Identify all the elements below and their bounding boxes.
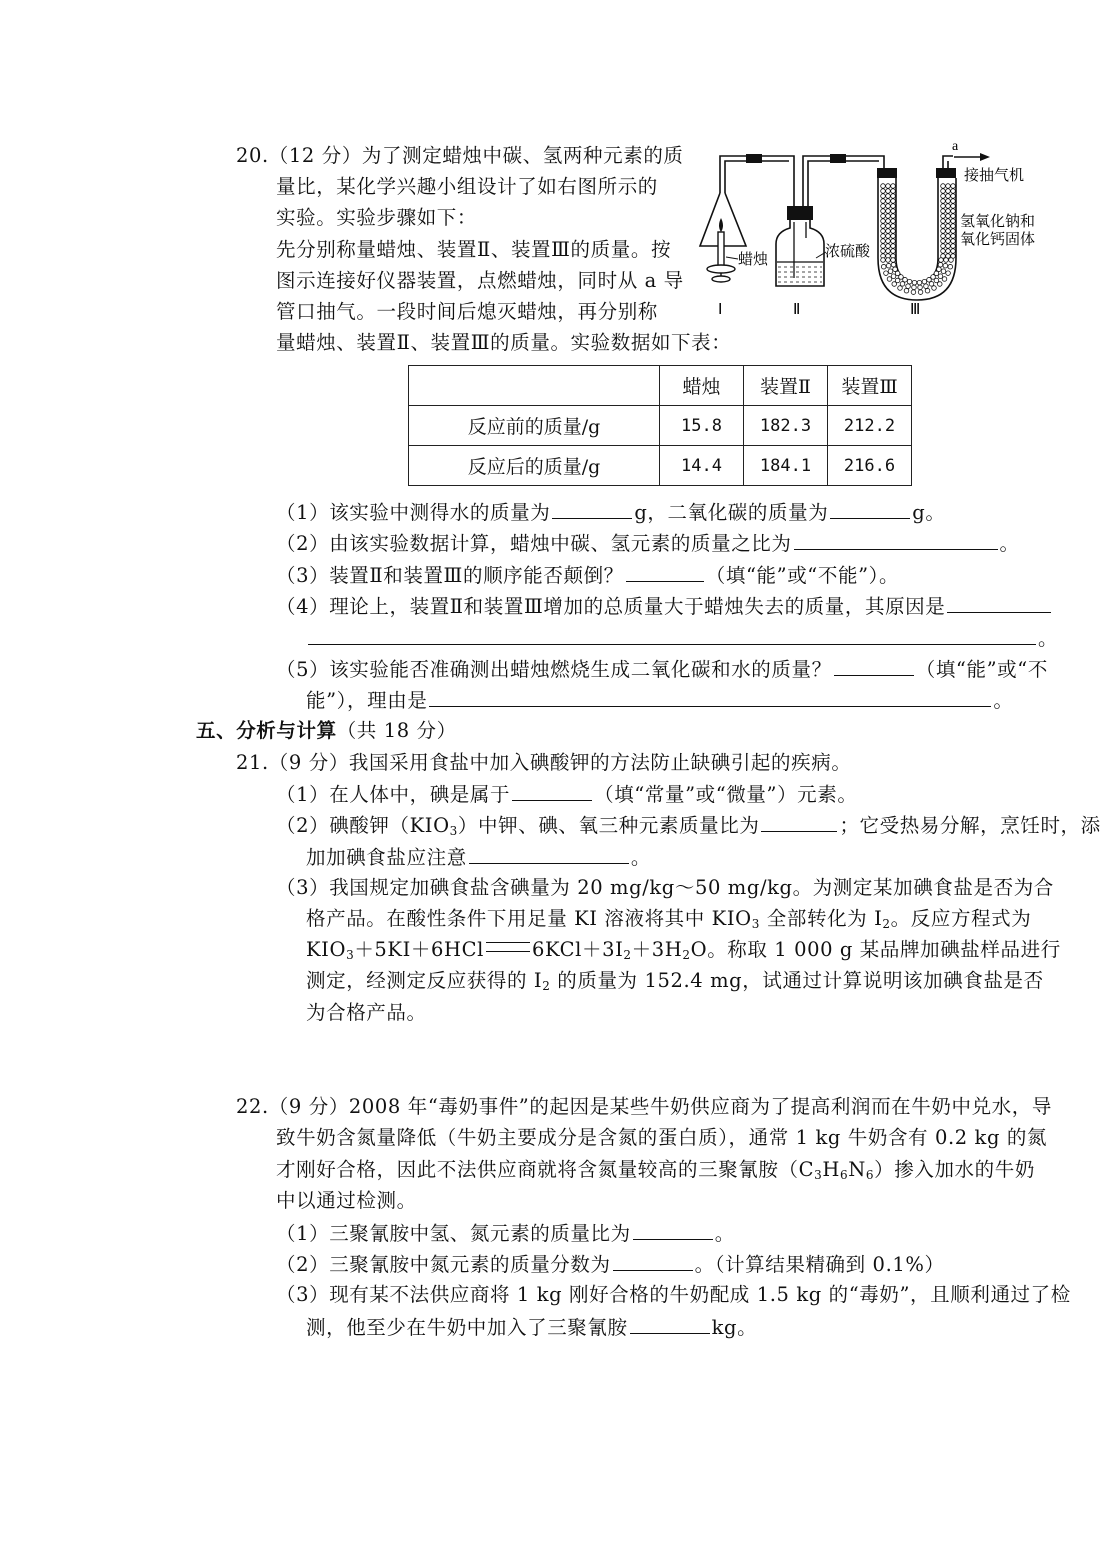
- subscript: 2: [542, 979, 551, 993]
- q20-part-3-text: （3）装置Ⅱ和装置Ⅲ的顺序能否颠倒？: [276, 564, 624, 587]
- q21-part-3-line-3: [306, 936, 1061, 964]
- q21-part-3-text: 的质量为 152.4 mg，试通过计算说明该加碘食盐是否: [550, 969, 1044, 992]
- label-apparatus-3: Ⅲ: [910, 302, 921, 318]
- q20-part-4-line-2: [306, 624, 1058, 653]
- subscript: 3: [449, 824, 458, 838]
- table-cell: 216.6: [828, 446, 912, 486]
- q21-part-3-text: 格产品。在酸性条件下用足量 KI 溶液将其中 KIO: [306, 907, 752, 930]
- answer-blank[interactable]: [613, 1250, 693, 1271]
- table-cell: 反应前的质量/g: [409, 406, 660, 446]
- q20-part-4-text: （4）理论上，装置Ⅱ和装置Ⅲ增加的总质量大于蜡烛失去的质量，其原因是: [276, 595, 946, 618]
- q21-part-2-text-b: ）中钾、碘、氧三种元素质量比为: [457, 814, 760, 837]
- q20-part-4: [276, 592, 1053, 621]
- q20-part-5-text-b: （填“能”或“不: [915, 658, 1048, 681]
- q20-line-3: 实验。实验步骤如下：: [276, 206, 478, 229]
- q22-part-3-line-2: [306, 1313, 757, 1342]
- q22-text: ）掺入加水的牛奶: [874, 1158, 1035, 1181]
- answer-blank[interactable]: [429, 686, 991, 707]
- answer-blank[interactable]: [512, 780, 592, 801]
- label-a: a: [952, 139, 959, 154]
- experiment-apparatus-figure: [698, 138, 1058, 323]
- q21-stem: 21.（9 分）我国采用食盐中加入碘酸钾的方法防止缺碘引起的疾病。: [236, 751, 852, 774]
- q22-text: H: [822, 1158, 840, 1181]
- q21-part-2: [276, 811, 1101, 840]
- section-5-score: （共 18 分）: [336, 719, 457, 742]
- q21-part-3-text: KIO: [306, 938, 347, 961]
- q20-part-5-text: （5）该实验能否准确测出蜡烛燃烧生成二氧化碳和水的质量？: [276, 658, 832, 681]
- q21-part-1-text-b: （填“常量”或“微量”）元素。: [594, 783, 858, 806]
- q22-part-3-text-b: 测，他至少在牛奶中加入了三聚氰胺: [306, 1316, 628, 1339]
- q20-part-1: [276, 498, 945, 527]
- q21-part-2-text-d: 加加碘食盐应注意: [306, 846, 467, 869]
- equals-sign: [486, 942, 530, 952]
- q20-line-2: 量比，某化学兴趣小组设计了如右图所示的: [276, 175, 658, 198]
- q21-part-2-text-e: 。: [630, 846, 651, 869]
- q22-line-3: [276, 1156, 1035, 1184]
- subscript: 3: [751, 917, 760, 931]
- table-cell: 184.1: [744, 446, 828, 486]
- q21-part-3-text: O。称取 1 000 g 某品牌加碘盐样品进行: [690, 938, 1061, 961]
- q22-part-1: [276, 1219, 735, 1248]
- q22-part-3-text-c: kg。: [711, 1316, 758, 1339]
- subscript: 3: [346, 948, 355, 962]
- q20-part-2-text: （2）由该实验数据计算，蜡烛中碳、氢元素的质量之比为: [276, 532, 792, 555]
- label-solid-1: 氢氧化钠和: [960, 214, 1036, 230]
- q21-part-1-text: （1）在人体中，碘是属于: [276, 783, 511, 806]
- q21-part-2-text: （2）碘酸钾（KIO: [276, 814, 450, 837]
- label-apparatus-1: Ⅰ: [718, 302, 723, 318]
- answer-blank[interactable]: [308, 624, 1036, 645]
- table-cell: 反应后的质量/g: [409, 446, 660, 486]
- table-header-cell: [409, 366, 660, 406]
- subscript: 6: [865, 1168, 875, 1182]
- q22-part-3: （3）现有某不法供应商将 1 kg 刚好合格的牛奶配成 1.5 kg 的“毒奶”，且顺利通过了检: [276, 1283, 1071, 1306]
- subscript: 2: [682, 948, 691, 962]
- q21-part-3-line-2: [306, 905, 1031, 933]
- q20-line-7: 量蜡烛、装置Ⅱ、装置Ⅲ的质量。实验数据如下表：: [276, 331, 732, 354]
- q22-text: 才刚好合格，因此不法供应商就将含氮量较高的三聚氰胺（C: [276, 1158, 815, 1181]
- mass-data-table: [408, 365, 912, 486]
- q21-part-2-text-c: ；它受热易分解，烹饪时，添: [839, 814, 1101, 837]
- q21-part-3-text: ＋5KI＋6HCl: [354, 938, 484, 961]
- answer-blank[interactable]: [834, 655, 914, 676]
- q22-part-1-text: （1）三聚氰胺中氢、氮元素的质量比为: [276, 1222, 631, 1245]
- q20-part-5-text-c: 能”），理由是: [306, 689, 428, 712]
- subscript: 6: [839, 1168, 849, 1182]
- table-cell: 182.3: [744, 406, 828, 446]
- q22-text: N: [848, 1158, 866, 1181]
- q20-line-4: 先分别称量蜡烛、装置Ⅱ、装置Ⅲ的质量。按: [276, 238, 672, 261]
- table-header-cell: 装置Ⅲ: [828, 366, 912, 406]
- label-apparatus-2: Ⅱ: [793, 302, 801, 318]
- answer-blank[interactable]: [947, 592, 1051, 613]
- answer-blank[interactable]: [469, 843, 629, 864]
- q21-part-2-line-2: [306, 843, 651, 872]
- section-5-heading: [196, 717, 457, 745]
- q20-line-6: 管口抽气。一段时间后熄灭蜡烛，再分别称: [276, 300, 658, 323]
- answer-blank[interactable]: [794, 529, 998, 550]
- q22-line-1: 22.（9 分）2008 年“毒奶事件”的起因是某些牛奶供应商为了提高利润而在牛奶中兑水，导: [236, 1095, 1052, 1118]
- table-cell: 212.2: [828, 406, 912, 446]
- table-cell: 14.4: [660, 446, 744, 486]
- table-header-cell: 蜡烛: [660, 366, 744, 406]
- answer-blank[interactable]: [761, 811, 837, 832]
- q20-line-5: 图示连接好仪器装置，点燃蜡烛，同时从 a 导: [276, 269, 684, 292]
- q20-part-1-text: （1）该实验中测得水的质量为: [276, 501, 551, 524]
- answer-blank[interactable]: [630, 1313, 710, 1334]
- q20-part-2-text-b: 。: [999, 532, 1020, 555]
- q22-part-2: [276, 1250, 945, 1279]
- subscript: 2: [882, 917, 891, 931]
- subscript: 3: [814, 1168, 823, 1182]
- label-solid-2: 氧化钙固体: [960, 232, 1036, 248]
- table-header-cell: 装置Ⅱ: [744, 366, 828, 406]
- table-cell: 15.8: [660, 406, 744, 446]
- label-candle: 蜡烛: [738, 252, 769, 268]
- q21-part-3-text: 。反应方程式为: [890, 907, 1032, 930]
- q20-part-1-text-b: g，二氧化碳的质量为: [634, 501, 829, 524]
- table-header-row: [409, 366, 912, 406]
- q20-part-3: [276, 561, 899, 590]
- subscript: 2: [623, 948, 632, 962]
- q21-part-3-line-5: 为合格产品。: [306, 1001, 427, 1024]
- label-acid: 浓硫酸: [825, 244, 871, 260]
- q20-line-1: 20.（12 分）为了测定蜡烛中碳、氢两种元素的质: [236, 144, 684, 167]
- section-5-title: 五、分析与计算: [196, 719, 337, 742]
- q20-part-5-line-2: [306, 686, 1014, 715]
- q21-part-3-text: 6KCl＋3I: [531, 938, 624, 961]
- answer-blank[interactable]: [633, 1219, 713, 1240]
- q21-part-3-text: 测定，经测定反应获得的 I: [306, 969, 543, 992]
- q20-part-3-text-b: （填“能”或“不能”）。: [705, 564, 900, 587]
- q21-part-3-text: ＋3H: [631, 938, 683, 961]
- answer-blank[interactable]: [830, 498, 910, 519]
- q21-part-3-line-4: [306, 967, 1044, 995]
- q20-part-5-text-d: 。: [993, 689, 1014, 712]
- answer-blank[interactable]: [626, 561, 704, 582]
- q22-part-2-text: （2）三聚氰胺中氮元素的质量分数为: [276, 1253, 611, 1276]
- q21-part-3-text: 全部转化为 I: [759, 907, 883, 930]
- q21-part-1: [276, 780, 858, 809]
- q22-line-4: 中以通过检测。: [276, 1189, 417, 1212]
- q20-part-5: [276, 655, 1048, 684]
- q22-part-1-text-b: 。: [714, 1222, 735, 1245]
- label-pump: 接抽气机: [964, 168, 1025, 184]
- q22-line-2: 致牛奶含氮量降低（牛奶主要成分是含氮的蛋白质），通常 1 kg 牛奶含有 0.2 kg 的氮: [276, 1126, 1048, 1149]
- table-row: [409, 406, 912, 446]
- q21-part-3-line-1: （3）我国规定加碘食盐含碘量为 20 mg/kg～50 mg/kg。为测定某加碘食盐是否为合: [276, 876, 1054, 899]
- q22-part-2-text-b: 。（计算结果精确到 0.1%）: [694, 1253, 945, 1276]
- q20-part-2: [276, 529, 1020, 558]
- table-row: [409, 446, 912, 486]
- q20-part-4-text-b: 。: [1038, 627, 1059, 650]
- q20-part-1-text-c: g。: [912, 501, 946, 524]
- answer-blank[interactable]: [552, 498, 632, 519]
